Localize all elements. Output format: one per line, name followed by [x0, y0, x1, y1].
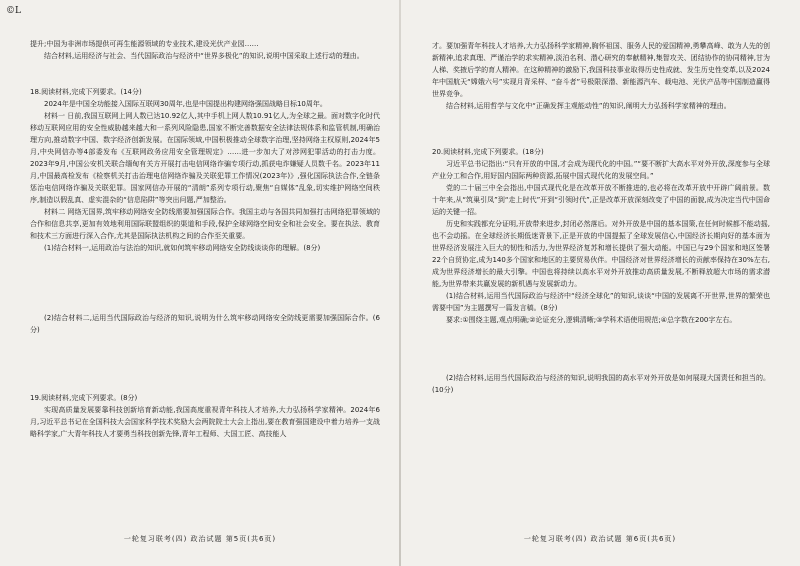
page-5-footer: 一轮复习联考(四) 政治试题 第5页(共6页): [123, 535, 277, 543]
answer-space: [30, 254, 380, 312]
q20-para-1: 习近平总书记指出:“只有开放的中国,才会成为现代化的中国。”“要不断扩大高水平对外开放,深度参与全球产业分工和合作,用好国内国际两种资源,拓展中国式现代化的发展空间。”: [432, 160, 770, 180]
q20-para-2: 党的二十届三中全会指出,中国式现代化是在改革开放不断推进的,也必将在改革开放中开辟广阔前景。数十年来,从“筑巢引凤”到“走上时代”开到“引领时代”,正是改革开放深刻改变了中国的面貌,成为决定当代中国命运的关键一招。: [432, 184, 770, 216]
answer-space: [432, 326, 770, 372]
q20-requirement-format: 要求:①围绕主题,观点明确;②论证充分,逻辑清晰;③学科术语使用规范;④总字数在200字左右。: [446, 316, 737, 324]
q18-intro: 2024年是中国全功能接入国际互联网30周年,也是中国提出构建网络强国战略目标10周年。: [44, 100, 327, 108]
answer-space: [30, 336, 380, 386]
q17-text-end: 提升;中国为非洲市场提供可再生能源领域的专业技术,建设光伏产业园……: [30, 40, 259, 48]
q19-material-cont: 才。要加强青年科技人才培养,大力弘扬科学家精神,胸怀祖国、服务人民的爱国精神,勇攀高峰、敢为人先的创新精神,追求真理、严谨治学的求实精神,淡泊名利、潜心研究的奉献精神,集智攻关、团结协作的协同精神,甘为人梯、奖掖后学的育人精神。在这种精神的激励下,我国科技事业取得历史性成就、发生历史性变革,以及2024年中国航天“嫦娥六号”实现月背采样、“奋斗者”号极限深潜、新能源汽车、载电池、光伏产品等中国制造赢得世界竞争。: [432, 42, 770, 98]
q20-para-3: 历史和实践都充分证明,开放带来进步,封闭必然落后。对外开放是中国的基本国策,在任何时候都不能动摇,也不会动摇。在全球经济长期低迷背景下,正是开放的中国提振了全球发展信心,中国经济长期向好的基本面为世界经济发展注入巨大的韧性和活力,为世界经济复苏和增长提供了强大动能。中国已与29个国家和地区签署22个自贸协定,成为140多个国家和地区的主要贸易伙伴。中国经济对世界经济增长的贡献率保持在30%左右,成为世界经济增长的最大引擎。中国也将持续以高水平对外开放推动高质量发展,不断释放超大市场的需求潜能,为世界带来共赢发展的新机遇与发展新动力。: [432, 220, 770, 288]
q20-heading: 20.阅读材料,完成下列要求。(18分): [432, 148, 544, 156]
q18-requirement-2: (2)结合材料二,运用当代国际政治与经济的知识,说明为什么筑牢移动网络安全防线更需要加强国际合作。(6分): [30, 314, 380, 334]
q20-requirement-2: (2)结合材料,运用当代国际政治与经济的知识,说明我国的高水平对外开放是如何展现大国责任和担当的。(10分): [432, 374, 770, 394]
q17-requirement: 结合材料,运用经济与社会、当代国际政治与经济中“世界多极化”的知识,说明中国采取上述行动的理由。: [44, 52, 364, 60]
page-6: [400, 0, 800, 566]
corner-mark: ©L: [6, 6, 21, 16]
q18-material-1: 材料一 日前,我国互联网上网人数已达10.92亿人,其中手机上网人数10.91亿人,为全球之最。面对数字化时代移动互联网应用的安全性威胁越来越大和一系列风险隐患,国家不断完善数据安全法律法规体系和监管机制,明确治理方向,推动数字中国、数字经济创新发展。在国际领域,中国积极推动全球数字治理,坚持网络主权原则,2024年5月,中央网信办等4部委发布《互联网政务应用安全管理规定》……进一步加大了对涉网犯罪活动的打击力度。2023年9月,中国公安机关联合缅甸有关方开展打击电信网络诈骗专项行动,抓获电诈嫌疑人员数千名。2023年11月,中国最高检发布《检察机关打击治理电信网络诈骗及关联犯罪工作情况(2023年)》,强化国际执法合作,全链条惩治电信网络诈骗及关联犯罪。国家网信办开展的“清朗”系列专项行动,聚焦“自媒体”乱象,切实维护网络空间秩序,制造以假乱真、虚实混杂的“信息陷阱”等突出问题,严加整治。: [30, 112, 380, 204]
q19-material: 实现高质量发展要靠科技创新培育新动能,我国高度重视青年科技人才培养,大力弘扬科学家精神。2024年6月,习近平总书记在全国科技大会国家科学技术奖励大会两院院士大会上指出,要在教育强国建设中着力培养一支战略科学家,广大青年科技人才要勇当科技创新先锋,青年工程师、大国工匠、高技能人: [30, 406, 380, 438]
page-6-content: [432, 40, 770, 396]
q20-requirement-1: (1)结合材料,运用当代国际政治与经济中“经济全球化”的知识,谈谈“中国的发展离不开世界,世界的繁荣也需要中国”为主题撰写一篇发言稿。(8分): [432, 292, 770, 312]
q18-material-2: 材料二 网络无国界,筑牢移动网络安全防线需要加强国际合作。我国主动与各国共同加强打击网络犯罪领域的合作和信息共享,更加有效地利用国际联盟组织的渠道和手段,保护全球网络空间安全和社会安全。要在执法、教育和技术三方面进行深入合作,尤其是国际执法机构之间的合作至关重要。: [30, 208, 380, 240]
page-5-content: [30, 38, 380, 440]
q18-heading: 18.阅读材料,完成下列要求。(14分): [30, 88, 142, 96]
q19-heading: 19.阅读材料,完成下列要求。(8分): [30, 394, 138, 402]
q18-requirement-1: (1)结合材料一,运用政治与法治的知识,就如何筑牢移动网络安全防线谈谈你的理解。(8分): [44, 244, 321, 252]
q19-requirement: 结合材料,运用哲学与文化中“正确发挥主观能动性”的知识,阐明大力弘扬科学家精神的理由。: [446, 102, 731, 110]
page-6-footer: 一轮复习联考(四) 政治试题 第6页(共6页): [523, 535, 677, 543]
